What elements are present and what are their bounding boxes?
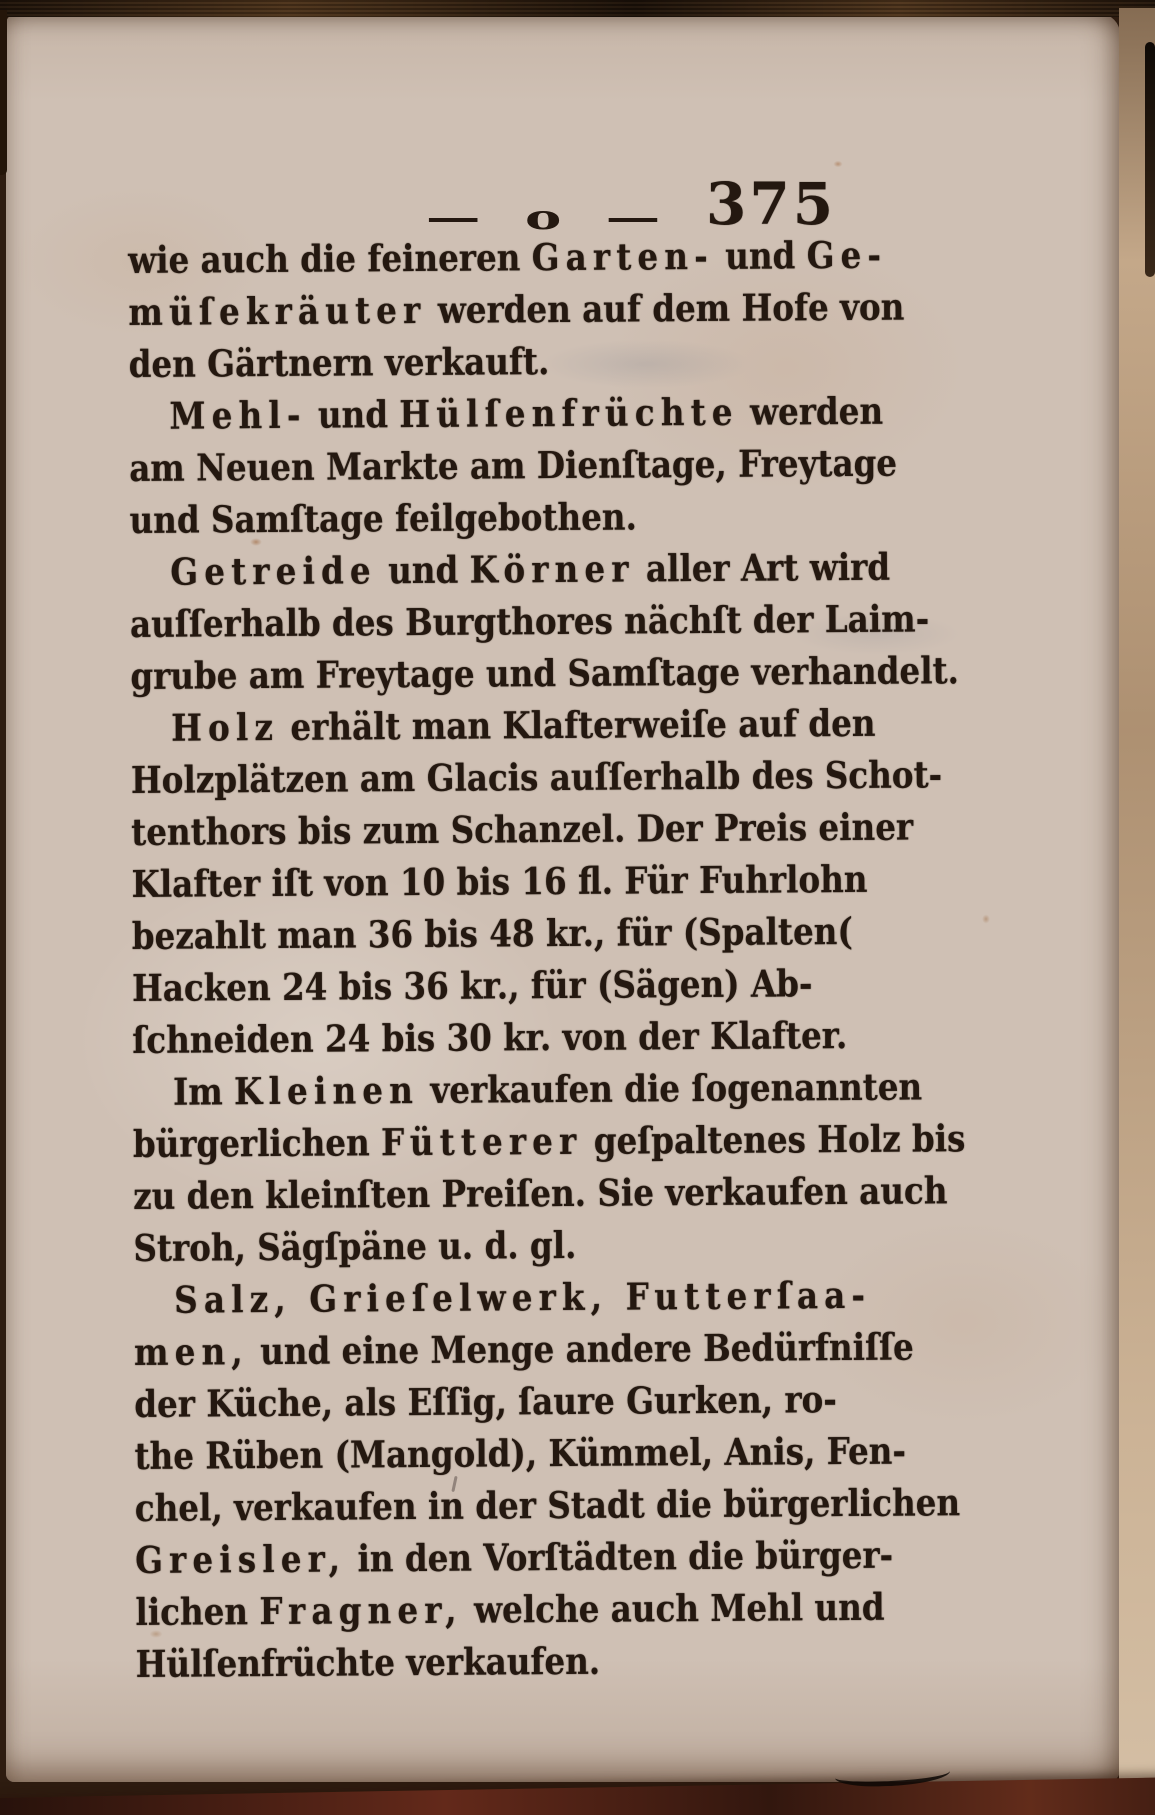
text-segment: Holzplätzen am Glacis auſſerhalb des Schot-	[130, 752, 943, 802]
text-segment: grube am Freytage und Samſtage verhandelt.	[130, 648, 959, 698]
text-line	[134, 1268, 967, 1326]
emphasized-text-segment: Fragner,	[259, 1587, 463, 1634]
text-segment: ſchneiden 24 bis 30 kr. von der Klafter.	[132, 1013, 848, 1062]
text-segment: erhält man Klafterweiſe auf den	[279, 700, 876, 749]
text-line	[130, 540, 963, 598]
text-segment: der Küche, als Eſſig, ſaure Gurken, ro-	[134, 1377, 837, 1426]
text-segment: Hacken 24 bis 36 kr., für (Sägen) Ab-	[131, 961, 813, 1010]
text-segment: und eine Menge andere Bedürfniſſe	[248, 1324, 914, 1374]
text-line	[129, 488, 962, 546]
text-segment: und Samſtage feilgebothen.	[129, 494, 637, 542]
text-line	[130, 592, 963, 650]
text-segment: bezahlt man 36 bis 48 kr., für (Spalten(	[131, 908, 853, 958]
emphasized-text-segment: men,	[133, 1329, 249, 1374]
text-line	[134, 1372, 967, 1430]
book-cover-top-edge	[0, 0, 1155, 17]
text-segment: werden auf dem Hofe von	[426, 284, 905, 332]
text-segment: chel, verkaufen in der Stadt die bürgerlichen	[134, 1480, 961, 1530]
book-page	[6, 14, 1120, 1782]
text-line	[134, 1424, 967, 1482]
text-segment: bürgerlichen	[132, 1120, 382, 1166]
text-segment: und	[376, 547, 470, 593]
emphasized-text-segment: Fütterer	[380, 1118, 583, 1165]
emphasized-text-segment: Hülſenfrüchte	[399, 389, 739, 437]
text-segment: werden	[738, 388, 884, 434]
text-line	[132, 904, 965, 962]
text-segment: Hülſenfrüchte verkaufen.	[135, 1638, 601, 1686]
text-line	[131, 748, 964, 806]
text-line	[130, 644, 963, 702]
text-line	[128, 228, 961, 286]
text-segment: in den Vorſtädten die bürger-	[346, 1532, 894, 1581]
emphasized-text-segment: Greisler,	[135, 1536, 347, 1582]
text-line	[131, 696, 964, 754]
text-line	[128, 280, 961, 338]
text-segment: Klafter iſt von 10 bis 16 fl. Für Fuhrlohn	[131, 856, 868, 906]
emphasized-text-segment: Kleinen	[233, 1067, 420, 1114]
header-ornament: — o —	[426, 198, 667, 238]
page-number: 375	[706, 170, 837, 238]
emphasized-text-segment: Holz	[171, 704, 280, 750]
text-segment: Stroh, Sägſpäne u. d. gl.	[133, 1222, 577, 1270]
text-line	[133, 1216, 966, 1274]
text-segment: aller Art wird	[634, 544, 891, 591]
text-line	[133, 1164, 966, 1222]
emphasized-text-segment: Mehl-	[169, 392, 307, 438]
emphasized-text-segment: Garten-	[531, 233, 714, 280]
text-segment: verkaufen die ſogenannten	[418, 1064, 923, 1112]
text-segment: welche auch Mehl und	[462, 1584, 885, 1632]
text-segment: lichen	[135, 1589, 260, 1634]
text-line	[131, 852, 964, 910]
text-line	[134, 1320, 967, 1378]
emphasized-text-segment: Ge-	[806, 232, 888, 278]
book-spine-sliver	[0, 10, 7, 175]
text-segment: am Neuen Markte am Dienſtage, Freytage	[129, 440, 898, 490]
text-line	[129, 384, 962, 442]
emphasized-text-segment: Salz, Grieſelwerk, Futterſaa-	[174, 1272, 872, 1322]
text-segment: zu den kleinſten Preiſen. Sie verkaufen auch	[133, 1168, 948, 1218]
text-segment: und	[713, 233, 807, 278]
text-segment: Im	[172, 1069, 235, 1114]
page-text	[128, 228, 968, 1690]
text-line	[135, 1580, 968, 1638]
text-line	[135, 1528, 968, 1586]
text-segment: geſpaltenes Holz bis	[582, 1116, 966, 1163]
fore-edge-shadow	[1145, 42, 1155, 277]
text-line	[129, 436, 962, 494]
emphasized-text-segment: müſekräuter	[128, 287, 427, 334]
book-fore-edge	[1119, 8, 1155, 1815]
text-segment: und	[306, 392, 400, 437]
text-segment: tenthors bis zum Schanzel. Der Preis einer	[131, 804, 914, 854]
text-segment: auſſerhalb des Burgthores nächſt der Laim-	[129, 596, 930, 646]
text-line	[131, 800, 964, 858]
text-segment: den Gärtnern verkauft.	[128, 339, 550, 386]
text-line	[136, 1632, 969, 1690]
text-line	[129, 332, 962, 390]
text-line	[135, 1476, 968, 1534]
text-line	[133, 1112, 966, 1170]
text-line	[132, 1008, 965, 1066]
text-segment: wie auch die feineren	[128, 235, 532, 282]
text-line	[132, 1060, 965, 1118]
text-line	[132, 956, 965, 1014]
emphasized-text-segment: Körner	[469, 546, 635, 592]
emphasized-text-segment: Getreide	[170, 548, 377, 594]
text-segment: the Rüben (Mangold), Kümmel, Anis, Fen-	[134, 1428, 907, 1478]
